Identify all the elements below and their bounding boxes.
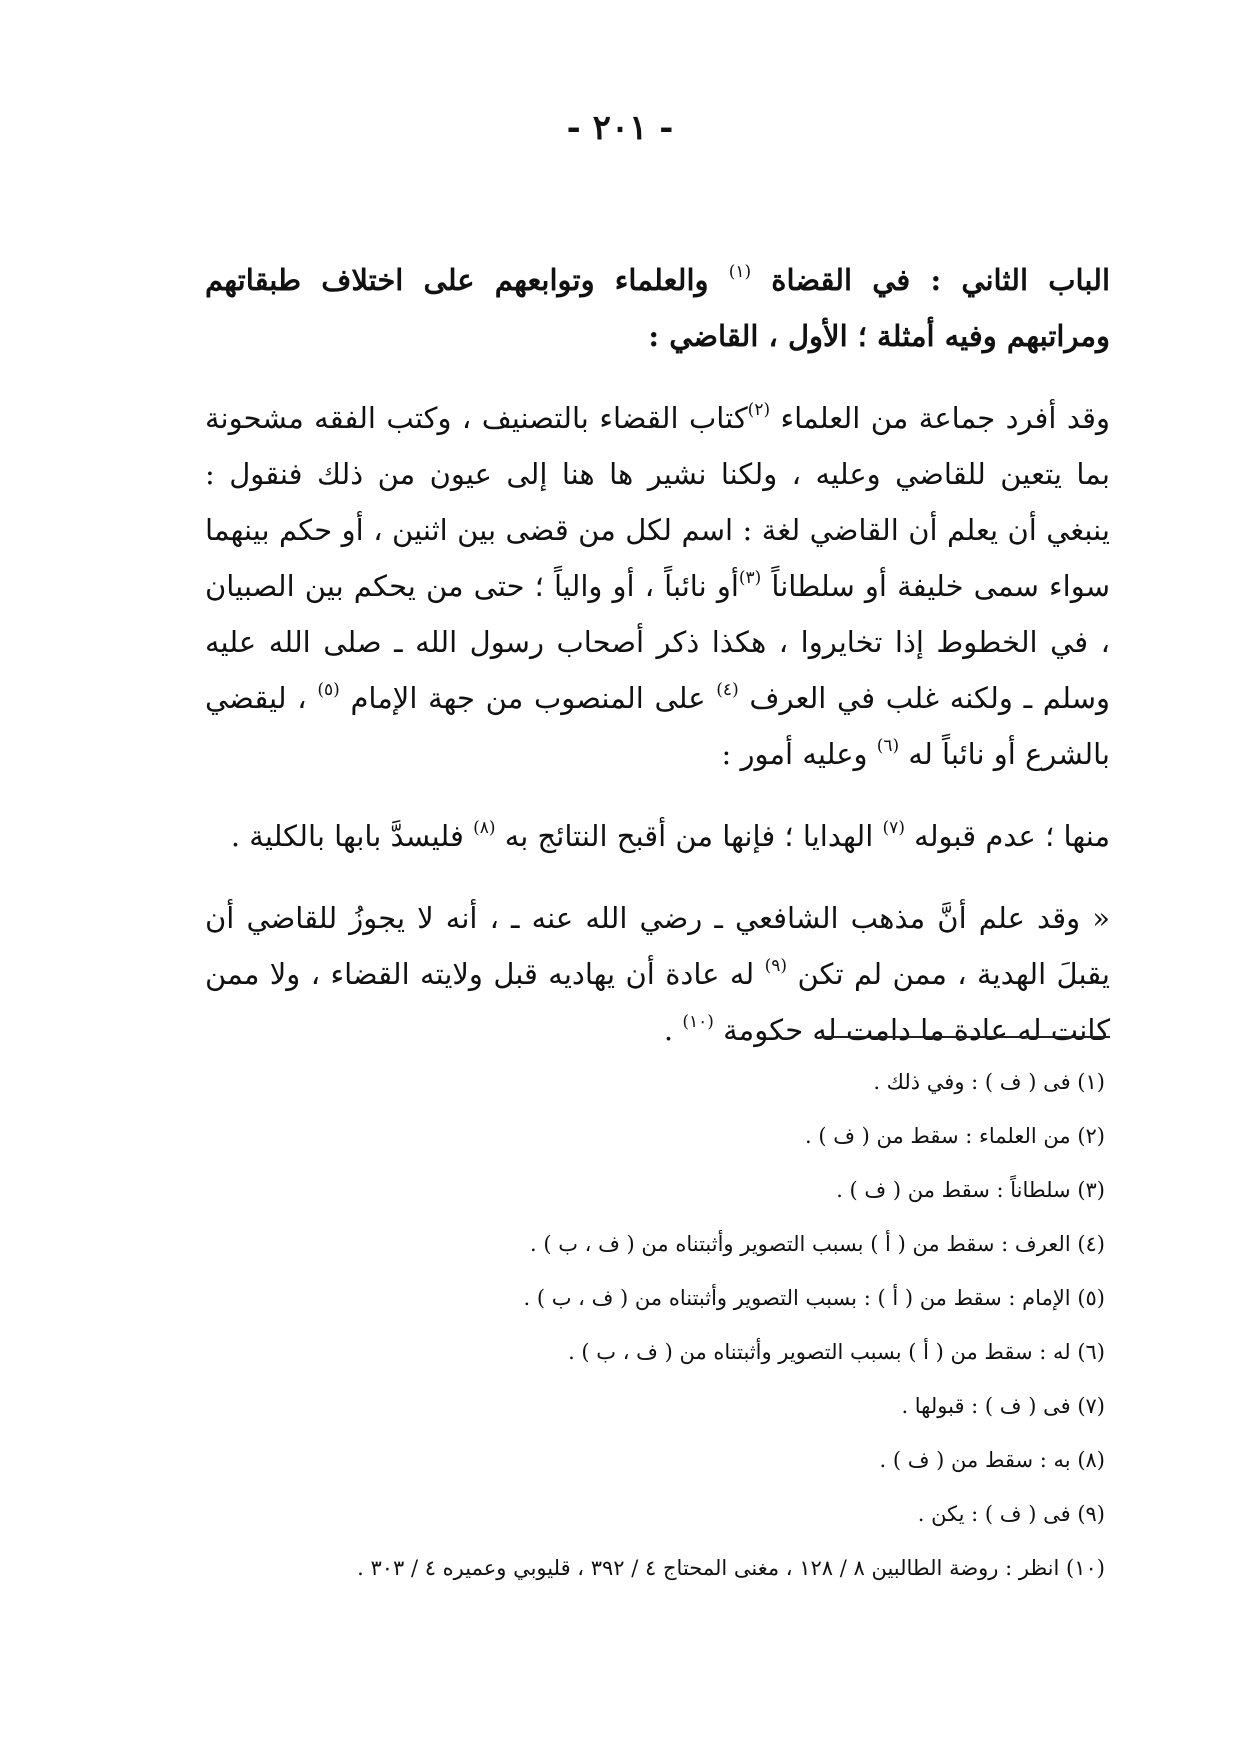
- chapter-title-text-cont: والعلماء وتوابعهم على اختلاف طبقاتهم ومراتبهم وفيه أمثلة ؛ الأول ، القاضي :: [205, 263, 1110, 353]
- footnote-divider: [820, 1036, 1110, 1038]
- footnote-8: (٨) به : سقط من ( ف ) .: [879, 1448, 1105, 1472]
- paragraph-definition: [205, 390, 1110, 782]
- text-run: وقد أفرد جماعة من العلماء: [770, 401, 1110, 435]
- footnote-10: (١٠) انظر : روضة الطالبين ٨ / ١٢٨ ، مغنى المحتاج ٤ / ٣٩٢ ، قليوبي وعميره ٤ / ٣٠٣ .: [357, 1556, 1105, 1580]
- footnote-ref-4: (٤): [716, 680, 739, 700]
- main-text: [205, 252, 1110, 1084]
- footnote-2: (٢) من العلماء : سقط من ( ف ) .: [804, 1124, 1105, 1148]
- text-run: كتاب القضاء بالتصنيف ، وكتب الفقه مشحونة بما يتعين للقاضي وعليه ، ولكنا نشير ها هنا إلى عيون من ذلك فنقول : ينبغي أن يعلم أن القاضي لغة : اسم لكل من قضى بين اثنين ، أو حكم بينهما سواء سمى خليفة أو سلطاناً: [205, 401, 1110, 603]
- footnote-4: (٤) العرف : سقط من ( أ ) بسبب التصوير وأثبتناه من ( ف ، ب ) .: [530, 1232, 1105, 1256]
- text-run: منها ؛ عدم قبوله: [904, 819, 1110, 853]
- text-run: « وقد علم أنَّ مذهب الشافعي ـ رضي الله عنه ـ ، أنه لا يجوزُ للقاضي أن يقبلَ الهدية ، ممن لم تكن: [205, 901, 1110, 991]
- footnotes: [205, 1055, 1105, 1595]
- text-run: وعليه أمور :: [721, 737, 877, 771]
- footnote-6: (٦) له : سقط من ( أ ) بسبب التصوير وأثبتناه من ( ف ، ب ) .: [568, 1340, 1105, 1364]
- footnote-ref-1: (١): [728, 262, 752, 282]
- footnote-ref-8: (٨): [473, 818, 496, 838]
- footnote-ref-7: (٧): [882, 818, 905, 838]
- footnote-ref-2: (٢): [747, 400, 771, 420]
- footnote-ref-5: (٥): [317, 680, 340, 700]
- text-run: فليسدَّ بابها بالكلية .: [230, 819, 474, 853]
- footnote-ref-6: (٦): [876, 736, 900, 756]
- footnote-3: (٣) سلطاناً : سقط من ( ف ) .: [836, 1178, 1105, 1202]
- text-run: أو نائباً ، أو والياً ؛ حتى من يحكم بين الصبيان ، في الخطوط إذا تخايروا ، هكذا ذكر أصحاب رسول الله ـ صلى الله عليه وسلم ـ ولكنه غلب في العرف: [205, 569, 1110, 715]
- page-number: - ٢٠١ -: [566, 108, 674, 148]
- footnote-ref-10: (١٠): [682, 1012, 714, 1032]
- chapter-title-text: في القضاة: [751, 263, 931, 297]
- text-run: له عادة أن يهاديه قبل ولايته القضاء ، ولا ممن كانت له عادة ما دامت له حكومة: [205, 957, 1110, 1047]
- text-run: على المنصوب من جهة الإمام: [339, 681, 717, 715]
- chapter-title: الباب الثاني :: [930, 263, 1110, 297]
- paragraph-chapter-heading: [205, 252, 1110, 364]
- footnote-5: (٥) الإمام : سقط من ( أ ) : بسبب التصوير وأثبتناه من ( ف ، ب ) .: [523, 1286, 1105, 1310]
- footnote-1: (١) فى ( ف ) : وفي ذلك .: [873, 1070, 1105, 1094]
- paragraph-quote: [205, 890, 1110, 1058]
- paragraph-gifts: [205, 808, 1110, 864]
- text-run: ، ليقضي بالشرع أو نائباً له: [205, 681, 1110, 771]
- footnote-7: (٧) فى ( ف ) : قبولها .: [901, 1394, 1105, 1418]
- text-run: الهدايا ؛ فإنها من أقبح النتائج به: [495, 819, 883, 853]
- footnote-ref-3: (٣): [738, 568, 762, 588]
- text-run: .: [663, 1013, 683, 1047]
- footnote-ref-9: (٩): [764, 956, 788, 976]
- footnote-9: (٩) فى ( ف ) : يكن .: [917, 1502, 1105, 1526]
